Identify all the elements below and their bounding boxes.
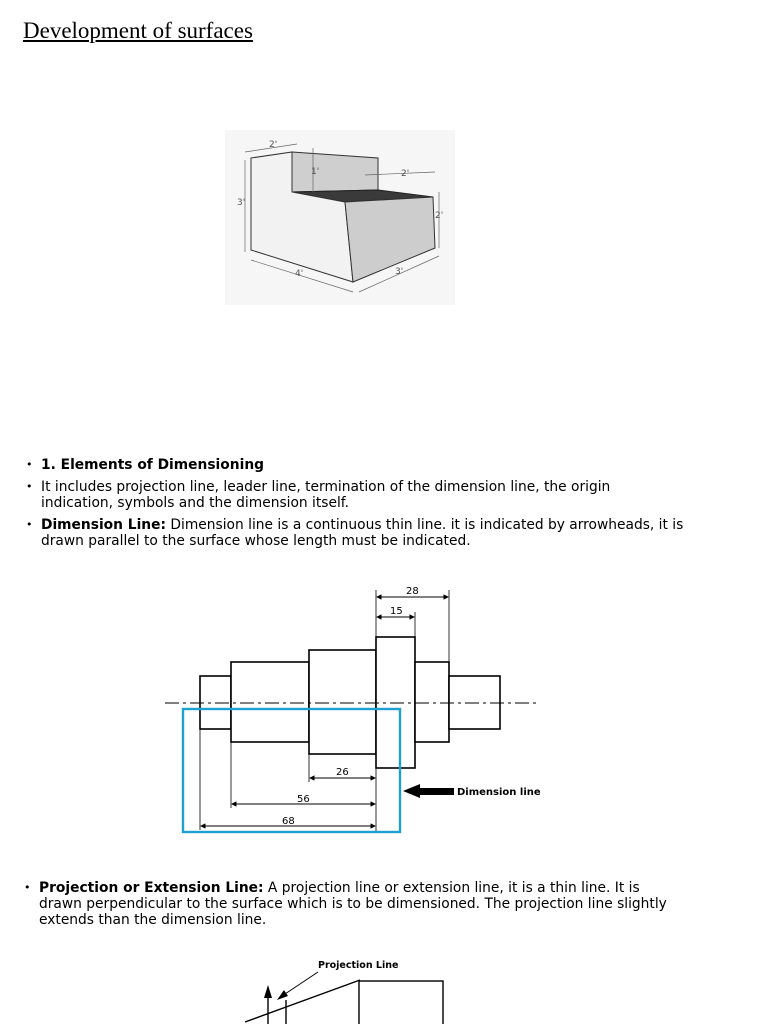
dim-label: 3' bbox=[395, 267, 404, 277]
list-item: • Dimension Line: Dimension line is a continuous thin line. it is indicated by arrowheads, it is drawn parallel to the surface whose length must be indicated. bbox=[26, 517, 684, 549]
dim-label: 2' bbox=[435, 211, 444, 221]
projection-line-callout: Projection Line bbox=[318, 960, 399, 971]
dim-label: 4' bbox=[295, 269, 304, 279]
bullet-heading: 1. Elements of Dimensioning bbox=[41, 457, 265, 473]
bullet-heading: Projection or Extension Line: bbox=[39, 880, 264, 896]
bullet-text: A projection line or extension line, it is a thin line. It is drawn perpendicular to the surface which is to be dimensioned. The projection line slightly extends than the dimension line. bbox=[39, 880, 667, 928]
dimension-line-callout: Dimension line bbox=[457, 787, 541, 798]
dim-56: 56 bbox=[297, 794, 310, 805]
stepped-shaft-figure bbox=[160, 580, 550, 840]
dim-label: 3' bbox=[237, 198, 246, 208]
list-item: • Projection or Extension Line: A projection line or extension line, it is a thin line. It is drawn perpendicular to the surface which is to be dimensioned. The projection line slightly extends than the dimension line. bbox=[24, 880, 667, 928]
callout-arrow-icon bbox=[403, 784, 454, 798]
dim-26: 26 bbox=[336, 767, 349, 778]
dimensioning-bullets bbox=[26, 457, 686, 555]
isometric-block-figure bbox=[225, 130, 455, 305]
dim-label: 2' bbox=[401, 169, 410, 179]
page-title: Development of surfaces bbox=[23, 18, 253, 43]
projection-line-figure bbox=[230, 955, 480, 1024]
bullet-text: Dimension line is a continuous thin line. it is indicated by arrowheads, it is drawn parallel to the surface whose length must be indicated. bbox=[41, 517, 684, 549]
bullet-text: It includes projection line, leader line, termination of the dimension line, the origin indication, symbols and the dimension itself. bbox=[41, 479, 611, 511]
list-item: • 1. Elements of Dimensioning bbox=[26, 457, 265, 473]
dim-label: 1' bbox=[311, 167, 320, 177]
dim-15: 15 bbox=[390, 606, 403, 617]
dim-68: 68 bbox=[282, 816, 295, 827]
dim-label: 2' bbox=[269, 140, 278, 150]
projection-bullets bbox=[24, 880, 684, 934]
callout-arrow-icon bbox=[277, 990, 288, 1000]
bullet-heading: Dimension Line: bbox=[41, 517, 167, 533]
list-item: • It includes projection line, leader line, termination of the dimension line, the origin indication, symbols and the dimension itself. bbox=[26, 479, 611, 511]
dim-28: 28 bbox=[406, 586, 419, 597]
